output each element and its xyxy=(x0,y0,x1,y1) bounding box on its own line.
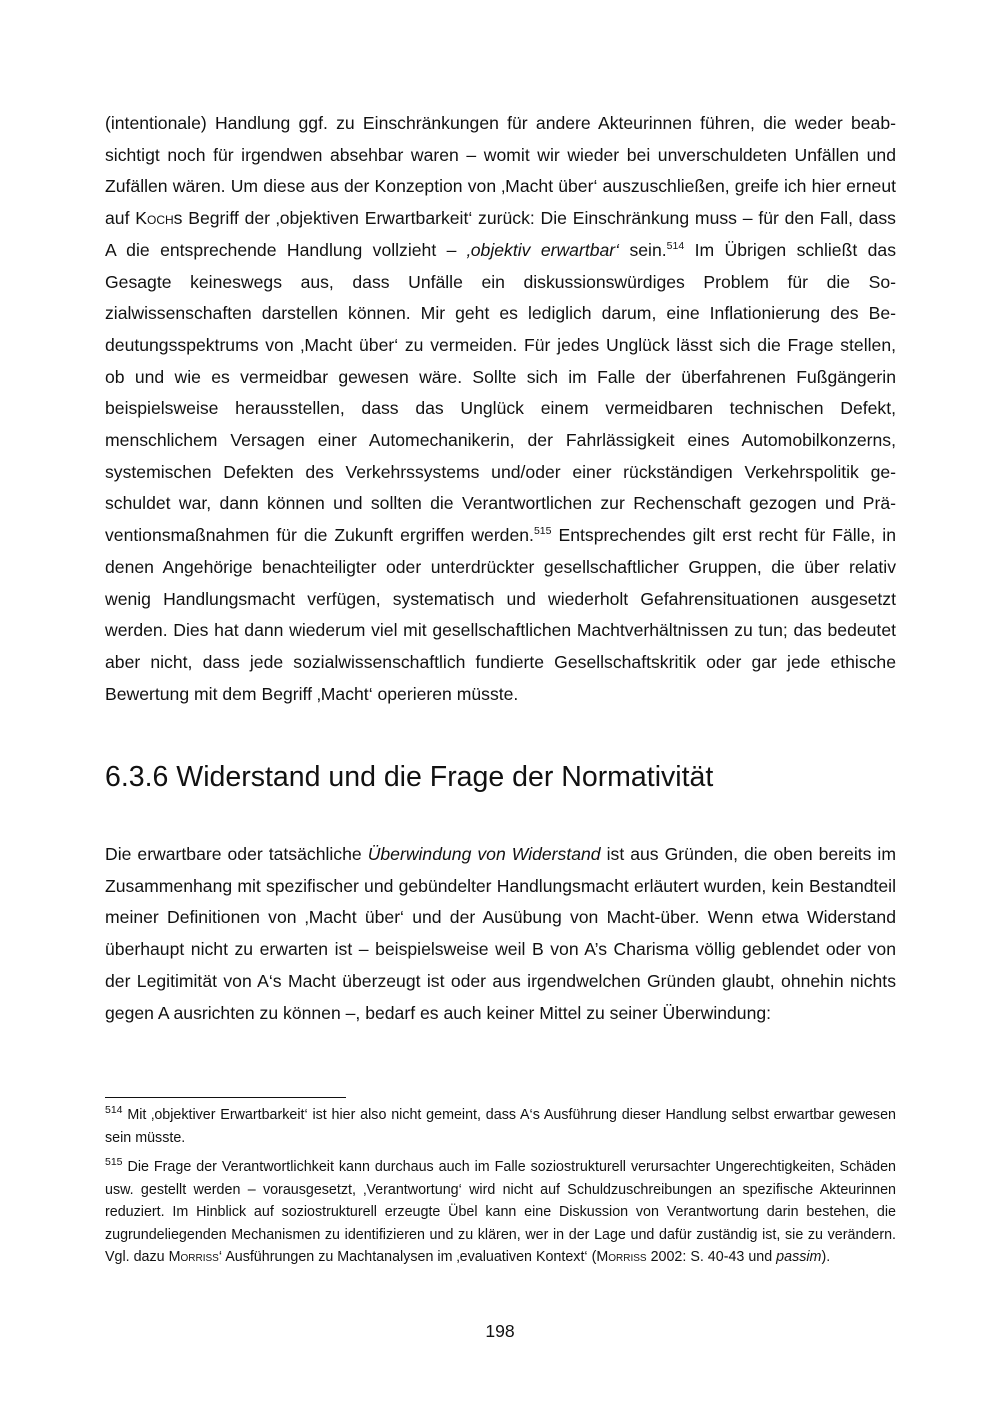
footnote-text: ‘ Ausführungen zu Machtanalysen im ‚evaluativen Kontext‘ ( xyxy=(218,1249,597,1266)
paragraph-text: s Begriff der ‚objektiven Erwartbarkeit‘ zurück: Die Einschränkung muss – für den Fall, dass A die entsprechende Handlung vollzieht – xyxy=(105,208,896,260)
paragraph-text: Die erwartbare oder tatsächliche xyxy=(105,844,368,864)
footnote-514 xyxy=(105,1104,896,1149)
footnote-number: 514 xyxy=(105,1104,123,1117)
footnote-reference-514[interactable]: 514 xyxy=(666,239,685,252)
emphasis-objektiv-erwartbar: ‚objektiv erwartbar‘ xyxy=(466,239,620,260)
author-name-morriss: Morriss xyxy=(596,1249,647,1266)
footnote-text: Die Frage der Verantwortlichkeit kann durchaus auch im Falle soziostrukturell verursachter Ungerechtigkeiten, Schäden usw. gestellt werden – vorausgesetzt, ‚Verantwortung‘ wird nicht auf Schuldzuschreibungen an spezifische Akteurinnen reduziert. Im Hinblick auf soziostrukturell erzeugte Übel kann eine Diskussion von Verantwortung darin bestehen, die zugrundeliegenden Mechanismen zu identifizieren und zu klären, wer in der Lage und dafür zuständig ist, sie zu verändern. Vgl. dazu xyxy=(105,1159,896,1266)
paragraph-text: ist aus Gründen, die oben bereits im Zusammenhang mit spezifischer und gebündelter Handlungsmacht erläutert wurden, kein Bestandteil meiner Definitionen von ‚Macht über‘ und der Ausübung von Macht-über. Wenn etwa Widerstand überhaupt nicht zu erwarten ist – beispielsweise weil B von A’s Charisma völlig geblendet oder von der Legitimität von A‘s Macht überzeugt ist oder aus irgendwelchen Gründen glaubt, ohnehin nichts gegen A ausrichten zu können –, bedarf es auch keiner Mittel zu seiner Überwindung: xyxy=(105,844,896,1023)
emphasis-passim: passim xyxy=(776,1249,822,1266)
footnote-text: 2002: S. 40-43 und xyxy=(646,1249,777,1266)
author-name-morriss: Morriss xyxy=(168,1249,219,1266)
footnote-text: Mit ‚objektiver Erwartbarkeit‘ ist hier also nicht gemeint, dass A‘s Ausführung dieser Handlung selbst erwartbar gewesen sein müsste. xyxy=(105,1107,896,1146)
paragraph-text: sein. xyxy=(619,239,667,260)
paragraph-text: Entsprechendes gilt erst recht für Fälle, in denen Angehörige benachteiligter oder unterdrückter gesellschaftlicher Gruppen, die über relativ wenig Handlungsmacht verfügen, systematisch und wiederholt Gefahrensituationen ausgesetzt werden. Dies hat dann wiederum viel mit gesellschaftlichen Machtverhältnissen zu tun; das bedeutet aber nicht, dass jede sozialwissenschaftlich fundierte Gesellschaftskritik oder gar jede ethische Bewertung mit dem Begriff ‚Macht‘ operieren müsste. xyxy=(105,525,896,704)
footnote-reference-515[interactable]: 515 xyxy=(533,525,552,538)
body-paragraph-2 xyxy=(105,839,896,1029)
footnote-number: 515 xyxy=(105,1156,123,1169)
page-number: 198 xyxy=(485,1321,515,1341)
paragraph-text: (intentionale) Handlung ggf. zu Einschränkungen für andere Akteurinnen führen, die weder beabsichtigt noch für irgendwen absehbar waren – womit wir wieder bei unverschuldeten Unfällen und Zufällen wären. Um diese aus der Konzeption von ‚Macht über‘ auszuschließen, greife ich hier erneut auf xyxy=(105,113,896,229)
author-name-koch: Koch xyxy=(135,208,174,229)
section-heading: 6.3.6 Widerstand und die Frage der Normativität xyxy=(105,761,714,793)
footnote-text: ). xyxy=(821,1249,831,1266)
body-paragraph-1 xyxy=(105,108,896,710)
emphasis-ueberwindung: Überwindung von Widerstand xyxy=(367,844,601,864)
paragraph-text: Im Übrigen schließt das Gesagte keineswegs aus, dass Unfälle ein diskussionswürdiges Problem für die Sozialwissenschaften darstellen können. Mir geht es lediglich darum, eine Inflationierung des Bedeutungsspektrums von ‚Macht über‘ zu vermeiden. Für jedes Unglück lässt sich die Frage stellen, ob und wie es vermeidbar gewesen wäre. Sollte sich im Falle der überfahrenen Fußgängerin beispielsweise herausstellen, dass das Unglück einem vermeidbaren technischen Defekt, menschlichem Versagen einer Automechanikerin, der Fahrlässigkeit eines Automobilkonzerns, systemischen Defekten des Verkehrssystems und/oder einer rückständigen Verkehrspolitik geschuldet war, dann können und sollten die Verantwortlichen zur Rechenschaft gezogen und Präventionsmaßnahmen für die Zukunft ergriffen werden. xyxy=(105,239,896,546)
footnote-separator xyxy=(105,1097,346,1098)
footnote-515 xyxy=(105,1156,896,1269)
